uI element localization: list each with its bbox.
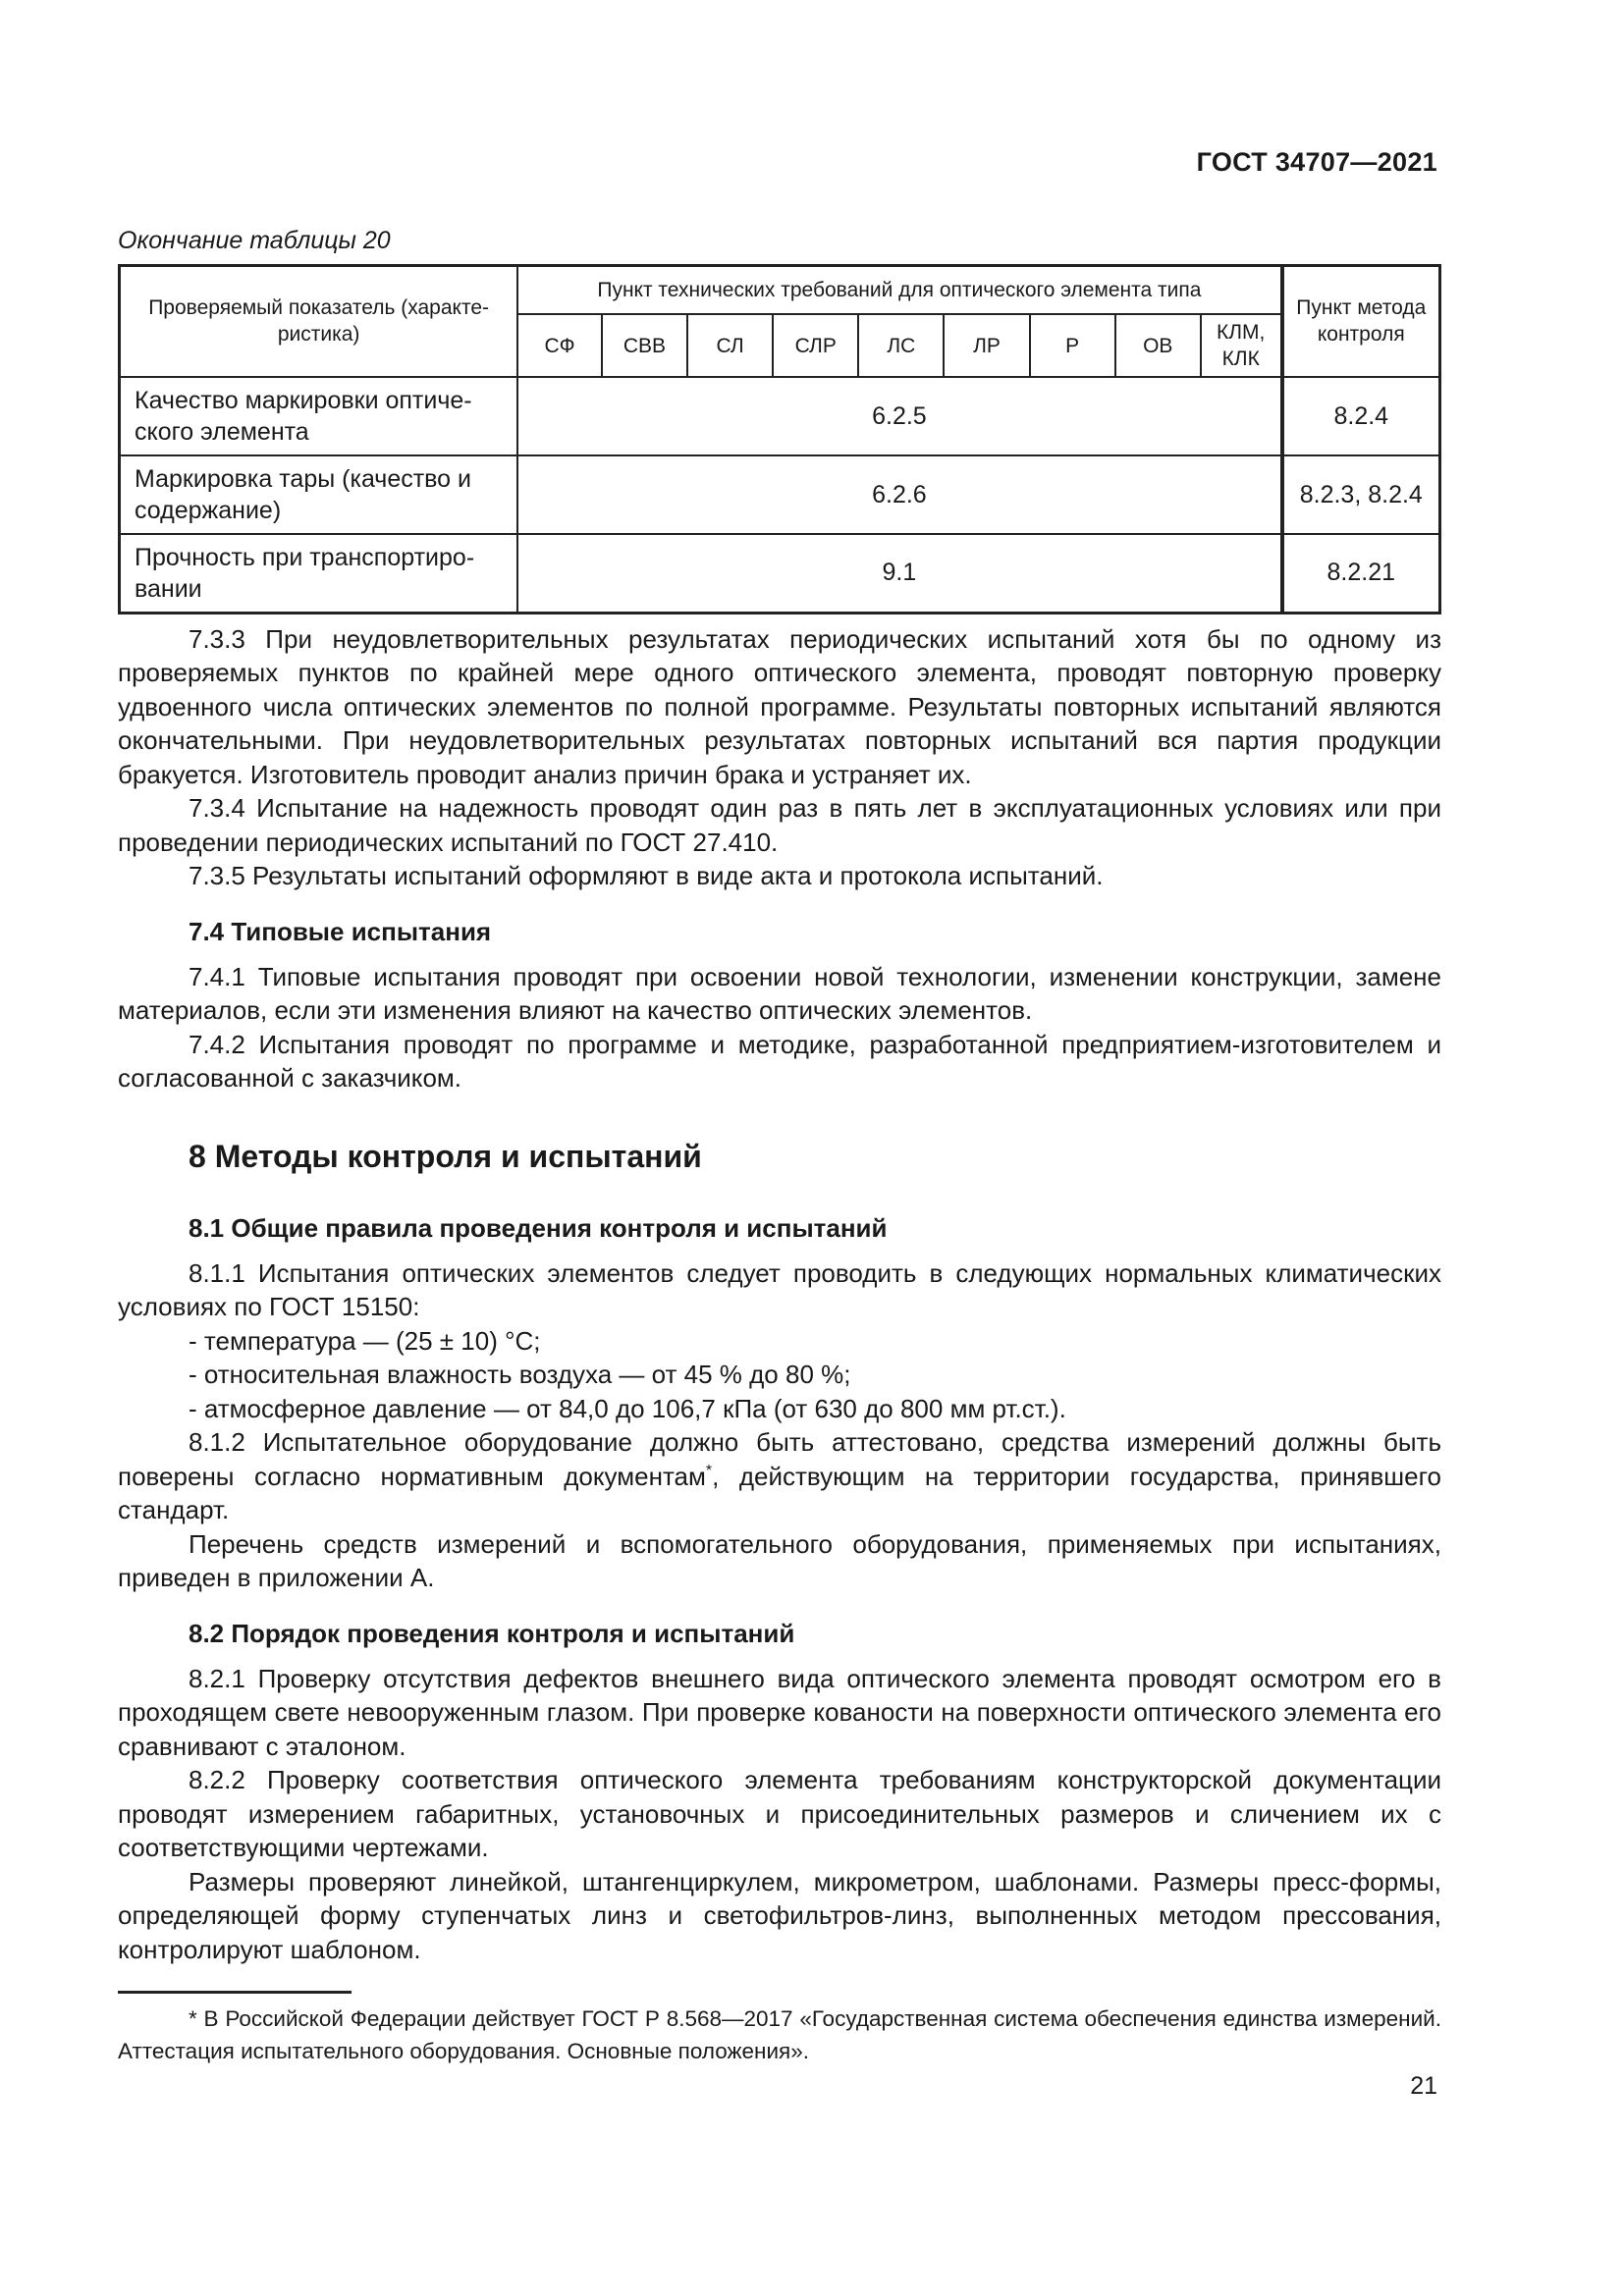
column-header-requirements: Пункт технических требований для оптического элемента типа xyxy=(517,265,1281,314)
row-parameter: Прочность при транспортиро-вании xyxy=(120,534,518,613)
column-header-type: ЛР xyxy=(944,314,1029,377)
column-header-type: ОВ xyxy=(1115,314,1201,377)
row-method: 8.2.21 xyxy=(1282,534,1440,613)
standard-code-header: ГОСТ 34707—2021 xyxy=(1196,147,1437,177)
page-content xyxy=(118,224,1441,1966)
paragraph-8-1-1: 8.1.1 Испытания оптических элементов следует проводить в следующих нормальных климатических условиях по ГОСТ 15150: xyxy=(118,1257,1441,1321)
row-method: 8.2.3, 8.2.4 xyxy=(1282,455,1440,534)
paragraph-7-4-2: 7.4.2 Испытания проводят по программе и методике, разработанной предприятием-изготовителем и согласованной с заказчиком. xyxy=(118,1029,1441,1093)
footnote-marker: * xyxy=(705,1462,713,1479)
row-requirement: 6.2.6 xyxy=(517,455,1281,534)
column-header-type: СВВ xyxy=(602,314,687,377)
column-header-type: ЛС xyxy=(858,314,944,377)
paragraph-8-2-1: 8.2.1 Проверку отсутствия дефектов внешнего вида оптического элемента проводят осмотром его в проходящем свете невооруженным глазом. При проверке кованости на поверхности оптического элемента его сравнивают с эталоном. xyxy=(118,1663,1441,1761)
paragraph-7-3-5: 7.3.5 Результаты испытаний оформляют в виде акта и протокола испытаний. xyxy=(189,861,1104,890)
paragraph-7-4-1: 7.4.1 Типовые испытания проводят при освоении новой технологии, изменении конструкции, замене материалов, если эти изменения влияют на качество оптических элементов. xyxy=(118,961,1441,1025)
paragraph-8-2-2: 8.2.2 Проверку соответствия оптического элемента требованиям конструкторской документации проводят измерением габаритных, установочных и присоединительных размеров и сличением их с соответствующими чертежами. xyxy=(118,1765,1441,1862)
list-item: - атмосферное давление — от 84,0 до 106,7 кПа (от 630 до 800 мм рт.ст.). xyxy=(189,1393,1066,1423)
row-method: 8.2.4 xyxy=(1282,377,1440,455)
section-heading-8-1: 8.1 Общие правила проведения контроля и испытаний xyxy=(189,1212,888,1243)
section-heading-8-2: 8.2 Порядок проведения контроля и испытаний xyxy=(189,1618,795,1648)
requirements-table xyxy=(118,264,1441,614)
table-caption: Окончание таблицы 20 xyxy=(118,227,391,254)
column-header-type: КЛМ, КЛК xyxy=(1201,314,1282,377)
table-row xyxy=(120,377,1440,455)
footnote-text: * В Российской Федерации действует ГОСТ Р 8.568—2017 «Государственная система обеспечения единства измерений. Аттестация испытательного оборудования. Основные положения». xyxy=(118,2006,1441,2063)
section-heading-8: 8 Методы контроля и испытаний xyxy=(189,1138,702,1174)
page-number: 21 xyxy=(1410,2072,1437,2100)
table-row xyxy=(120,534,1440,613)
row-parameter: Качество маркировки оптиче-ского элемента xyxy=(120,377,518,455)
column-header-type: СЛР xyxy=(773,314,858,377)
paragraph-8-1-2-list: Перечень средств измерений и вспомогательного оборудования, применяемых при испытаниях, приведен в приложении А. xyxy=(118,1528,1441,1592)
paragraph-7-3-4: 7.3.4 Испытание на надежность проводят один раз в пять лет в эксплуатационных условиях или при проведении периодических испытаний по ГОСТ 27.410. xyxy=(118,793,1441,857)
paragraph-7-3-3: 7.3.3 При неудовлетворительных результатах периодических испытаний хотя бы по одному из проверяемых пунктов по крайней мере одного оптического элемента, проводят повторную проверку удвоенного числа оптических элементов по полной программе. Результаты повторных испытаний являются окончательными. При неудовлетворительных результатах повторных испытаний вся партия продукции бракуется. Изготовитель проводит анализ причин брака и устраняет их. xyxy=(118,623,1441,789)
table-header-row xyxy=(120,265,1440,314)
list-item: - относительная влажность воздуха — от 45 % до 80 %; xyxy=(189,1360,851,1389)
list-item: - температура — (25 ± 10) °С; xyxy=(189,1325,541,1356)
paragraph-8-1-2-end: , действующим на территории государства, принявшего стандарт. xyxy=(118,1461,1441,1524)
column-header-type: СФ xyxy=(517,314,602,377)
row-requirement: 9.1 xyxy=(517,534,1281,613)
paragraph-8-2-2-sizes: Размеры проверяют линейкой, штангенциркулем, микрометром, шаблонами. Размеры пресс-формы, определяющей форму ступенчатых линз и светофильтров-линз, выполненных методом прессования, контролируют шаблоном. xyxy=(118,1866,1441,1964)
column-header-parameter: Проверяемый показатель (характе-ристика) xyxy=(120,265,518,377)
footnote-divider xyxy=(118,1991,352,1994)
column-header-type: СЛ xyxy=(687,314,773,377)
row-requirement: 6.2.5 xyxy=(517,377,1281,455)
section-heading-7-4: 7.4 Типовые испытания xyxy=(189,916,492,946)
footnote xyxy=(118,2002,1441,2067)
column-header-type: Р xyxy=(1030,314,1115,377)
column-header-method: Пункт метода контроля xyxy=(1282,265,1440,377)
table-row xyxy=(120,455,1440,534)
paragraph-8-1-2-start: 8.1.2 Испытательное оборудование должно быть аттестовано, средства измерений должны быть поверены согласно нормативным документам xyxy=(118,1427,1441,1491)
row-parameter: Маркировка тары (качество и содержание) xyxy=(120,455,518,534)
paragraph-8-1-2 xyxy=(118,1425,1441,1527)
